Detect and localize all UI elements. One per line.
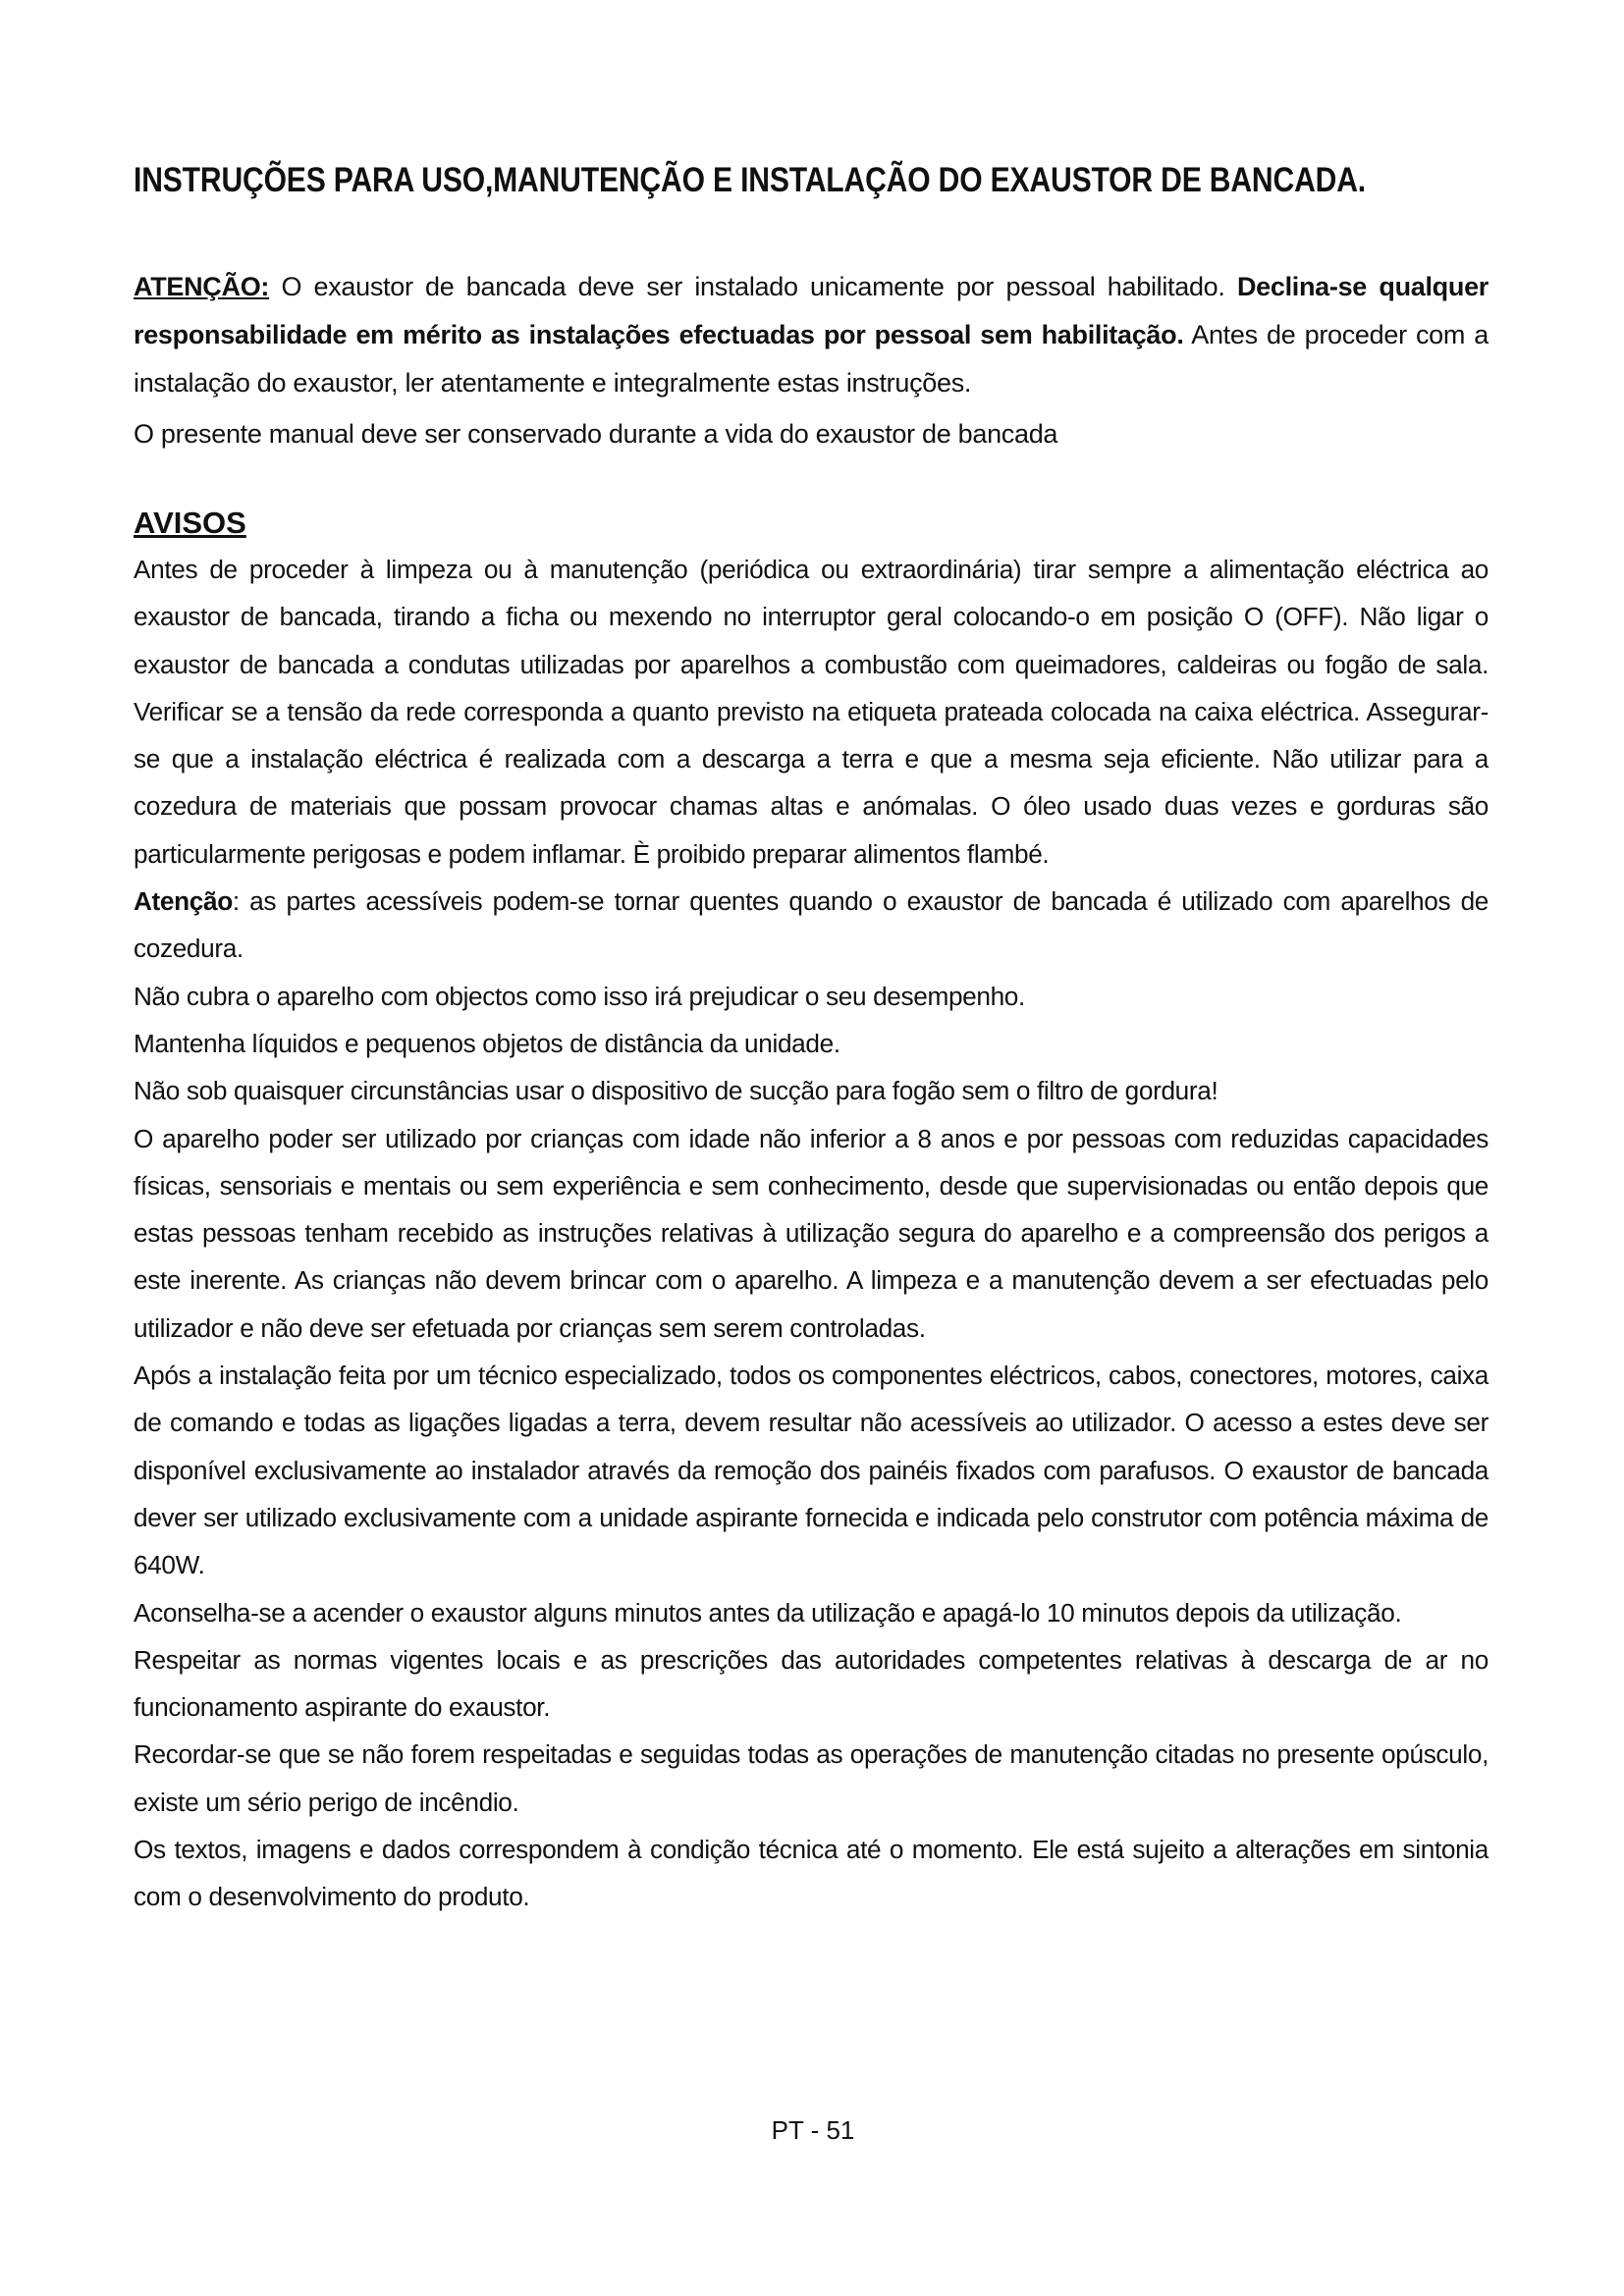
keep-manual-note: O presente manual deve ser conservado durante a vida do exaustor de bancada — [134, 419, 1058, 449]
attention-label: ATENÇÃO: — [134, 272, 270, 301]
avisos-paragraph-filter: Não sob quaisquer circunstâncias usar o dispositivo de sucção para fogão sem o filtro de gordura! — [134, 1076, 1218, 1106]
avisos-paragraph-cleaning: Antes de proceder à limpeza ou à manutenção (periódica ou extraordinária) tirar sempre a alimentação eléctrica ao exaustor de bancada, tirando a ficha ou mexendo no interruptor geral colocando-o em posição O (OFF). Não ligar o exaustor de bancada a condutas utilizadas por aparelhos a combustão com queimadores, caldeiras ou fogão de sala. Verificar se a tensão da rede corresponda a quanto previsto na etiqueta prateada colocada na caixa eléctrica. Assegurar-se que a instalação eléctrica é realizada com a descarga a terra e que a mesma seja eficiente. Não utilizar para a cozedura de materiais que possam provocar chamas altas e anómalas. O óleo usado duas vezes e gorduras são particularmente perigosas e podem inflamar. È proibido preparar alimentos flambé. — [134, 555, 1489, 869]
avisos-paragraph-disclaimer: Os textos, imagens e dados correspondem à condição técnica até o momento. Ele está sujeito a alterações em sintonia com o desenvolvimento do produto. — [134, 1835, 1489, 1912]
avisos-section — [134, 546, 1489, 1921]
intro-text-1: O exaustor de bancada deve ser instalado unicamente por pessoal habilitado. — [269, 272, 1237, 301]
attention-inline-label: Atenção — [134, 886, 233, 917]
avisos-paragraph-liquids: Mantenha líquidos e pequenos objetos de distância da unidade. — [134, 1028, 840, 1058]
avisos-paragraph-hot-parts — [134, 878, 1489, 973]
intro-paragraph — [134, 263, 1489, 407]
manual-page — [134, 0, 1492, 2296]
avisos-paragraph-usage: Aconselha-se a acender o exaustor alguns minutos antes da utilização e apagá-lo 10 minutos depois da utilização. — [134, 1597, 1402, 1628]
avisos-paragraph-cover: Não cubra o aparelho com objectos como isso irá prejudicar o seu desempenho. — [134, 981, 1025, 1011]
document-title: INSTRUÇÕES PARA USO,MANUTENÇÃO E INSTALAÇÃO DO EXAUSTOR DE BANCADA. — [134, 161, 1366, 199]
avisos-paragraph-installation: Após a instalação feita por um técnico especializado, todos os componentes eléctricos, cabos, conectores, motores, caixa de comando e todas as ligações ligadas a terra, devem resultar não acessíveis ao utilizador. O acesso a estes deve ser disponível exclusivamente ao instalador através da remoção dos painéis fixados com parafusos. O exaustor de bancada dever ser utilizado exclusivamente com a unidade aspirante fornecida e indicada pelo construtor com potência máxima de 640W. — [134, 1361, 1489, 1580]
avisos-paragraph-children: O aparelho poder ser utilizado por crianças com idade não inferior a 8 anos e por pessoas com reduzidas capacidades físicas, sensoriais e mentais ou sem experiência e sem conhecimento, desde que supervisionadas ou então depois que estas pessoas tenham recebido as instruções relativas à utilização segura do aparelho e a compreensão dos perigos a este inerente. As crianças não devem brincar com o aparelho. A limpeza e a manutenção devem a ser efectuadas pelo utilizador e não deve ser efetuada por crianças sem serem controladas. — [134, 1123, 1489, 1343]
avisos-heading: AVISOS — [134, 506, 246, 540]
intro-bold-text: Declina-se qualquer responsabilidade em mérito as instalações efectuadas por pessoal sem habilitação. — [134, 272, 1489, 349]
avisos-paragraph-fire-risk: Recordar-se que se não forem respeitadas e seguidas todas as operações de manutenção citadas no presente opúsculo, existe um sério perigo de incêndio. — [134, 1739, 1489, 1817]
hot-parts-text: : as partes acessíveis podem-se tornar quentes quando o exaustor de bancada é utilizado com aparelhos de cozedura. — [134, 886, 1489, 964]
intro-text-2: Antes de proceder com a instalação do exaustor, ler atentamente e integralmente estas instruções. — [134, 320, 1489, 398]
avisos-paragraph-regulations: Respeitar as normas vigentes locais e as prescrições das autoridades competentes relativas à descarga de ar no funcionamento aspirante do exaustor. — [134, 1644, 1489, 1723]
page-number: PT - 51 — [771, 2115, 855, 2145]
